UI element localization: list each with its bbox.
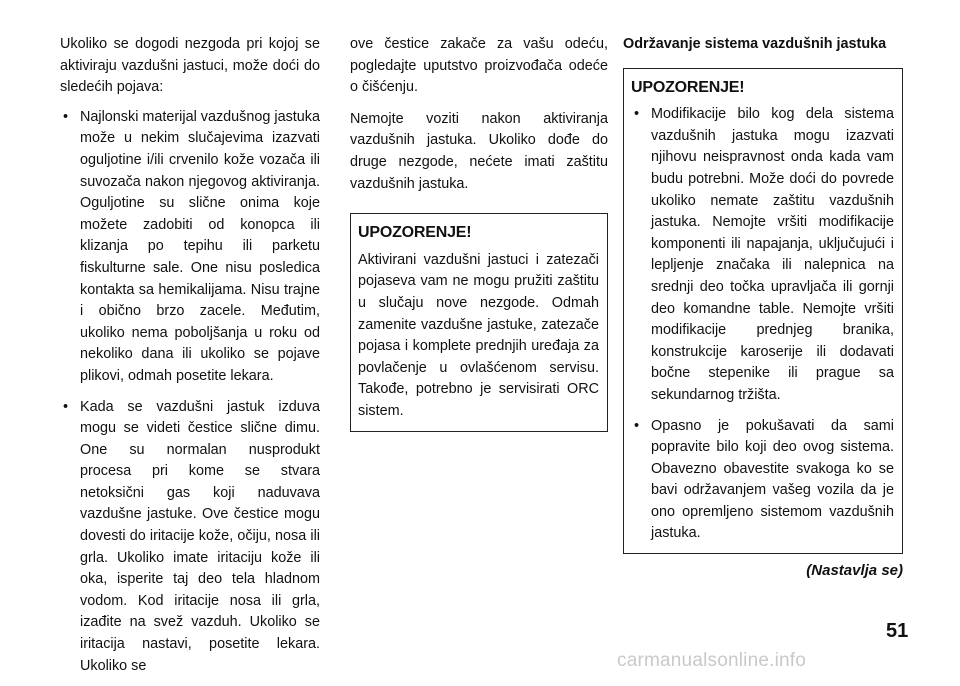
warning-box xyxy=(350,213,608,431)
list-item: • Opasno je pokušavati da sami popravite bilo koji deo ovog sistema. Obavezno obavestite svakoga ko se bavi održavanjem vašeg vozila da je ono opremljeno sistemom vazdušnih jastuka. xyxy=(631,416,894,546)
left-column xyxy=(60,34,320,686)
list-item: • Kada se vazdušni jastuk izduva mogu se videti čestice slične dimu. One su normalan nusprodukt procesa pri kome se stvara netoksični gas koji naduvava vazdušne jastuke. Ove čestice mogu dovesti do iritacije kože, očiju, nosa ili grla. Ukoliko imate iritaciju kože ili oka, isperite taj deo tela hladnom vodom. Kod iritacije nosa ili grla, izađite na svež vazduh. Ukoliko se iritacija nastavi, posetite lekara. Ukoliko se xyxy=(60,397,320,678)
middle-column xyxy=(350,34,608,432)
page-number: 51 xyxy=(886,620,909,642)
effects-list xyxy=(60,107,320,677)
continuation-text: ove čestice zakače za vašu odeću, pogledajte uputstvo proizvođača odeće o čišćenju. xyxy=(350,36,608,96)
warning-title: UPOZORENJE! xyxy=(358,224,472,242)
no-driving-paragraph: Nemojte voziti nakon aktiviranja vazdušnih jastuka. Ukoliko dođe do druge nezgode, nećete imati zaštitu vazdušnih jastuka. xyxy=(350,110,608,192)
warning-title: UPOZORENJE! xyxy=(631,78,745,96)
section-title: Održavanje sistema vazdušnih jastuka xyxy=(623,36,887,52)
warning-box xyxy=(623,68,903,554)
continued-label: (Nastavlja se) xyxy=(806,562,903,580)
warning-list xyxy=(631,104,894,545)
list-item: • Najlonski materijal vazdušnog jastuka može u nekim slučajevima izazvati oguljotine i/ili crvenilo kože vozača ili suvozača nakon njegovog aktiviranja. Oguljotine su slične onima koje možete zadobiti od konopca ili klizanja po tepihu ili parketu fiskulturne sale. One nisu posledica kontakta sa hemikalijama. Nisu trajne i obično brzo zacele. Međutim, ukoliko nema poboljšanja u roku od nekoliko dana ili ukoliko se pojave plikovi, odmah posetite lekara. xyxy=(60,107,320,388)
intro-paragraph: Ukoliko se dogodi nezgoda pri kojoj se aktiviraju vazdušni jastuci, može doći do sledećih pojava: xyxy=(60,36,320,96)
list-item: • Modifikacije bilo kog dela sistema vazdušnih jastuka mogu izazvati njihovu neispravnost onda kada vam budu potrebni. Može doći do povrede ukoliko nemate zaštitu vazdušnih jastuka. Nemojte vršiti modifikacije komponenti ili napajanja, uključujući i lepljenje značaka ili nalepnica na srednji deo točka upravljača ili gornji deo komandne table. Nemojte vršiti modifikacije prednjeg branika, konstrukcije karoserije ili dodavati bočne stepenike ili prague sa sekundarnog tržišta. xyxy=(631,104,894,406)
right-column xyxy=(623,34,903,582)
warning-text: Aktivirani vazdušni jastuci i zatezači pojaseva vam ne mogu pružiti zaštitu u slučaju nove nezgode. Odmah zamenite vazdušne jastuke, zatezače pojasa i komplete prednjih uređaja za povlačenje u ovlašćenom servisu. Takođe, potrebno je servisirati ORC sistem. xyxy=(358,251,599,419)
watermark: carmanualsonline.info xyxy=(617,650,807,671)
